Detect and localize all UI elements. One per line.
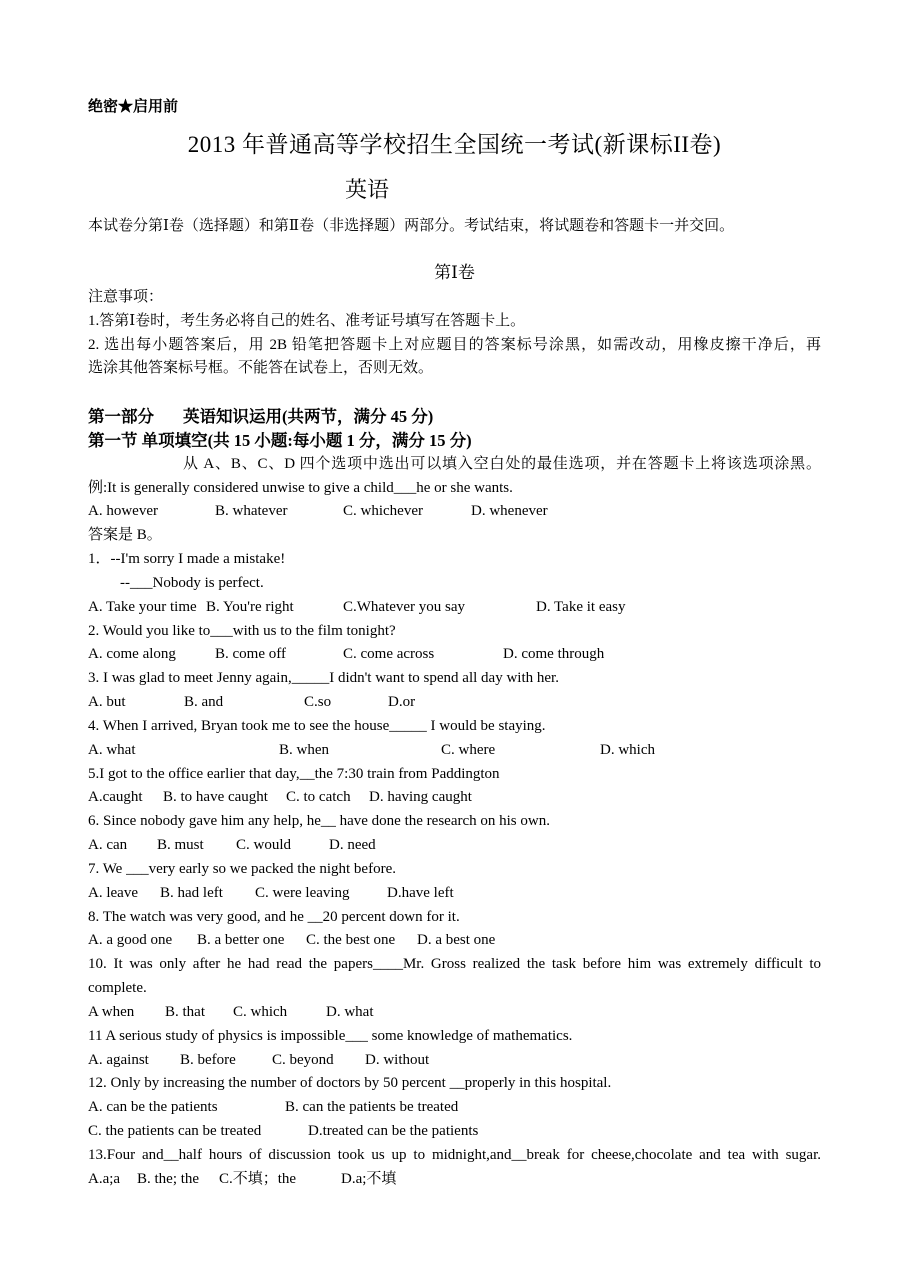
question-7-option-d: D.have left xyxy=(387,884,454,901)
question-10-option-b: B. that xyxy=(165,1003,205,1020)
question-1-option-a: A. Take your time xyxy=(88,598,197,615)
question-10-option-a: A when xyxy=(88,1003,135,1020)
question-13-option-c: C.不填；the xyxy=(219,1170,297,1187)
question-8-option-c: C. the best one xyxy=(306,932,396,949)
section-heading: 第一节 单项填空(共 15 小题:每小题 1 分，满分 15 分) xyxy=(88,430,472,450)
question-3-stem: 3. I was glad to meet Jenny again,_____I didn't want to spend all day with her. xyxy=(88,670,559,687)
question-3-option-d: D.or xyxy=(388,694,416,711)
exam-title: 2013 年普通高等学校招生全国统一考试(新课标II卷) xyxy=(187,132,722,157)
question-12-options-row-2 xyxy=(88,1120,821,1144)
question-4-option-d: D. which xyxy=(600,741,655,758)
question-6-options xyxy=(88,834,821,858)
question-6-option-a: A. can xyxy=(88,837,128,854)
question-5-option-c: C. to catch xyxy=(286,789,351,806)
question-8-option-d: D. a best one xyxy=(417,932,496,949)
question-7-stem: 7. We ___very early so we packed the night before. xyxy=(88,860,396,877)
question-4-stem: 4. When I arrived, Bryan took me to see the house_____ I would be staying. xyxy=(88,717,546,734)
question-12-options-row-1 xyxy=(88,1096,821,1120)
question-11-stem: 11 A serious study of physics is impossible___ some knowledge of mathematics. xyxy=(88,1027,573,1044)
question-1-reply: --___Nobody is perfect. xyxy=(120,574,264,591)
question-6-stem: 6. Since nobody gave him any help, he__ have done the research on his own. xyxy=(88,813,550,830)
question-5-option-d: D. having caught xyxy=(369,789,472,806)
blank-line xyxy=(88,381,821,405)
question-10-stem-cont: complete. xyxy=(88,980,147,997)
subject-title: 英语 xyxy=(345,177,390,202)
question-1-option-d: D. Take it easy xyxy=(536,598,626,615)
example-options xyxy=(88,500,821,524)
question-1-option-c: C.Whatever you say xyxy=(343,598,466,615)
question-7-option-b: B. had left xyxy=(160,884,223,901)
example-answer: 答案是 B。 xyxy=(88,527,162,544)
question-7-option-c: C. were leaving xyxy=(255,884,350,901)
example-option-a: A. however xyxy=(88,503,158,520)
question-10-stem: 10. It was only after he had read the papers____Mr. Gross realized the task before him was extremely difficult to xyxy=(88,956,821,973)
question-6-option-b: B. must xyxy=(157,837,204,854)
question-8-options xyxy=(88,929,821,953)
question-3-option-c: C.so xyxy=(304,694,332,711)
question-2-option-c: C. come across xyxy=(343,646,435,663)
question-6-option-c: C. would xyxy=(236,837,292,854)
question-11-option-d: D. without xyxy=(365,1051,430,1068)
question-4-option-c: C. where xyxy=(441,741,496,758)
question-2-option-b: B. come off xyxy=(215,646,286,663)
question-4-option-a: A. what xyxy=(88,741,136,758)
part-title: 英语知识运用(共两节，满分 45 分) xyxy=(183,407,434,427)
question-5-stem: 5.I got to the office earlier that day,__the 7:30 train from Paddington xyxy=(88,765,500,782)
question-2-option-d: D. come through xyxy=(503,646,605,663)
example-option-b: B. whatever xyxy=(215,503,288,520)
question-7-options xyxy=(88,882,821,906)
question-6-option-d: D. need xyxy=(329,837,376,854)
question-3-options xyxy=(88,691,821,715)
question-13-option-d: D.a;不填 xyxy=(341,1170,397,1187)
question-10-option-d: D. what xyxy=(326,1003,374,1020)
example-stem: 例:It is generally considered unwise to give a child___he or she wants. xyxy=(88,479,513,496)
question-12-stem: 12. Only by increasing the number of doctors by 50 percent __properly in this hospital. xyxy=(88,1075,612,1092)
exam-intro: 本试卷分第Ⅰ卷（选择题）和第Ⅱ卷（非选择题）两部分。考试结束，将试题卷和答题卡一并交回。 xyxy=(88,218,735,234)
question-12-option-a: A. can be the patients xyxy=(88,1099,218,1116)
question-12-option-b: B. can the patients be treated xyxy=(285,1099,459,1116)
confidential-label: 绝密★启用前 xyxy=(88,99,179,115)
question-10-options xyxy=(88,1001,821,1025)
question-4-option-b: B. when xyxy=(279,741,329,758)
question-8-stem: 8. The watch was very good, and he __20 percent down for it. xyxy=(88,908,460,925)
question-13-options xyxy=(88,1168,821,1192)
example-option-d: D. whenever xyxy=(471,503,548,520)
question-1-stem: 1．--I'm sorry I made a mistake! xyxy=(88,551,286,568)
question-11-option-c: C. beyond xyxy=(272,1051,334,1068)
question-4-options xyxy=(88,739,821,763)
exam-content xyxy=(88,286,821,1191)
section-instruction: 从 A、B、C、D 四个选项中选出可以填入空白处的最佳选项，并在答题卡上将该选项涂黑。 xyxy=(183,455,821,472)
question-13-option-a: A.a;a xyxy=(88,1170,121,1187)
volume-heading: 第Ⅰ卷 xyxy=(434,263,475,282)
question-10-option-c: C. which xyxy=(233,1003,288,1020)
note-item-1: 1.答第Ⅰ卷时，考生务必将自己的姓名、准考证号填写在答题卡上。 xyxy=(88,312,526,329)
question-2-stem: 2. Would you like to___with us to the film tonight? xyxy=(88,622,396,639)
question-1-option-b: B. You're right xyxy=(206,598,294,615)
question-8-option-b: B. a better one xyxy=(197,932,285,949)
note-item-2-line-2: 选涂其他答案标号框。不能答在试卷上，否则无效。 xyxy=(88,360,434,377)
notes-heading: 注意事项： xyxy=(88,289,164,305)
part-label: 第一部分 xyxy=(88,407,154,427)
question-3-option-b: B. and xyxy=(184,694,224,711)
question-12-option-c: C. the patients can be treated xyxy=(88,1122,262,1139)
question-3-option-a: A. but xyxy=(88,694,126,711)
question-13-option-b: B. the; the xyxy=(137,1170,200,1187)
question-5-option-a: A.caught xyxy=(88,789,143,806)
question-7-option-a: A. leave xyxy=(88,884,138,901)
question-2-options xyxy=(88,643,821,667)
note-item-2-line-1: 2. 选出每小题答案后，用 2B 铅笔把答题卡上对应题目的答案标号涂黑，如需改动，用橡皮擦干净后，再 xyxy=(88,336,821,353)
question-5-options xyxy=(88,786,821,810)
question-5-option-b: B. to have caught xyxy=(163,789,268,806)
question-12-option-d: D.treated can be the patients xyxy=(308,1122,479,1139)
question-2-option-a: A. come along xyxy=(88,646,176,663)
example-option-c: C. whichever xyxy=(343,503,423,520)
question-13-stem: 13.Four and__half hours of discussion took us up to midnight,and__break for cheese,chocolate and tea with sugar. xyxy=(88,1146,821,1163)
question-1-options xyxy=(88,596,821,620)
question-11-option-b: B. before xyxy=(180,1051,236,1068)
question-11-option-a: A. against xyxy=(88,1051,149,1068)
question-8-option-a: A. a good one xyxy=(88,932,173,949)
question-11-options xyxy=(88,1049,821,1073)
part-heading xyxy=(88,405,821,429)
